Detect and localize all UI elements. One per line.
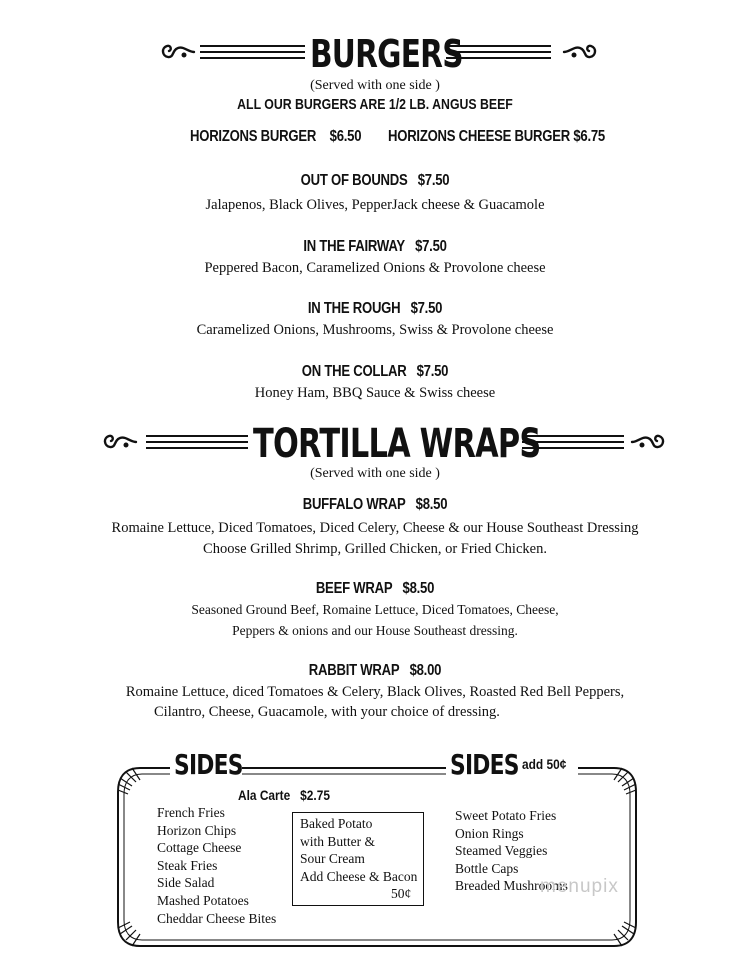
sides-right-title: SIDES [450,748,519,781]
wraps-title: TORTILLA WRAPS [253,421,541,467]
burger-item-desc: Peppered Bacon, Caramelized Onions & Provolone cheese [204,260,546,276]
burgers-note: ALL OUR BURGERS ARE 1/2 LB. ANGUS BEEF [237,96,513,113]
list-item: Steamed Veggies [455,843,548,859]
burger-item-price: $7.50 [416,363,449,380]
list-item: Horizon Chips [157,822,237,838]
sides-add-price: add 50¢ [522,756,567,772]
list-item: Cottage Cheese [157,840,242,856]
burgers-title: BURGERS [310,32,463,76]
burger-item-desc: Jalapenos, Black Olives, PepperJack cheese & Guacamole [205,197,545,213]
list-item: Sour Cream [300,851,365,867]
wrap-item-price: $8.50 [402,580,435,597]
ala-carte-price: $2.75 [300,787,330,803]
wrap-item-price: $8.50 [415,496,448,513]
menupix-watermark: menupix [540,876,619,897]
burger-item-price: $7.50 [415,238,447,255]
wrap-item-name: RABBIT WRAP [308,662,400,679]
burger-item-price: $7.50 [410,300,443,317]
burgers-subtitle: (Served with one side ) [310,78,440,93]
sides-left-list [157,805,276,928]
burger-item-name: IN THE ROUGH [307,300,401,317]
wrap-item-price: $8.00 [409,662,442,679]
horizons-cheese-burger-name: HORIZONS CHEESE BURGER [388,128,570,145]
wraps-subtitle: (Served with one side ) [310,466,440,481]
wrap-item-desc: Peppers & onions and our House Southeast dressing. [232,623,518,638]
list-item: with Butter & [300,833,375,849]
list-item: Add Cheese & Bacon [300,868,418,884]
horizons-burger-price: $6.50 [329,128,362,145]
horizons-burger-name: HORIZONS BURGER [190,128,317,145]
burger-item-name: ON THE COLLAR [301,363,407,380]
list-item: Bottle Caps [455,860,519,876]
baked-potato-price: 50¢ [391,886,412,901]
wrap-item-desc: Romaine Lettuce, Diced Tomatoes, Diced Celery, Cheese & our House Southeast Dressing [111,520,639,536]
burger-item-name: IN THE FAIRWAY [303,238,405,255]
burger-item-price: $7.50 [417,172,450,189]
wrap-item-name: BUFFALO WRAP [302,496,406,513]
baked-potato-lines [300,816,417,886]
sides-left-title: SIDES [174,748,243,781]
ala-carte-label [238,787,330,803]
wrap-item-desc: Seasoned Ground Beef, Romaine Lettuce, Diced Tomatoes, Cheese, [191,602,559,617]
list-item: Cheddar Cheese Bites [157,910,277,926]
burger-item-desc: Honey Ham, BBQ Sauce & Swiss cheese [254,385,496,401]
burger-item-desc: Caramelized Onions, Mushrooms, Swiss & Provolone cheese [196,322,554,338]
wrap-item-desc: Cilantro, Cheese, Guacamole, with your choice of dressing. [154,704,500,720]
list-item: Sweet Potato Fries [455,808,557,823]
list-item: Breaded Mushrooms [455,878,568,894]
wrap-item-desc: Choose Grilled Shrimp, Grilled Chicken, or Fried Chicken. [203,541,547,557]
list-item: Baked Potato [300,816,373,831]
list-item: Steak Fries [157,857,218,873]
burger-item-name: OUT OF BOUNDS [300,172,408,189]
wrap-item-name: BEEF WRAP [315,580,393,597]
wrap-item-desc: Romaine Lettuce, diced Tomatoes & Celery, Black Olives, Roasted Red Bell Peppers, [125,684,625,700]
list-item: French Fries [157,805,225,820]
horizons-cheese-burger-price: $6.75 [573,128,605,145]
list-item: Onion Rings [455,825,524,841]
list-item: Side Salad [157,875,215,891]
ala-carte-text: Ala Carte [238,787,291,803]
list-item: Mashed Potatoes [157,892,249,908]
